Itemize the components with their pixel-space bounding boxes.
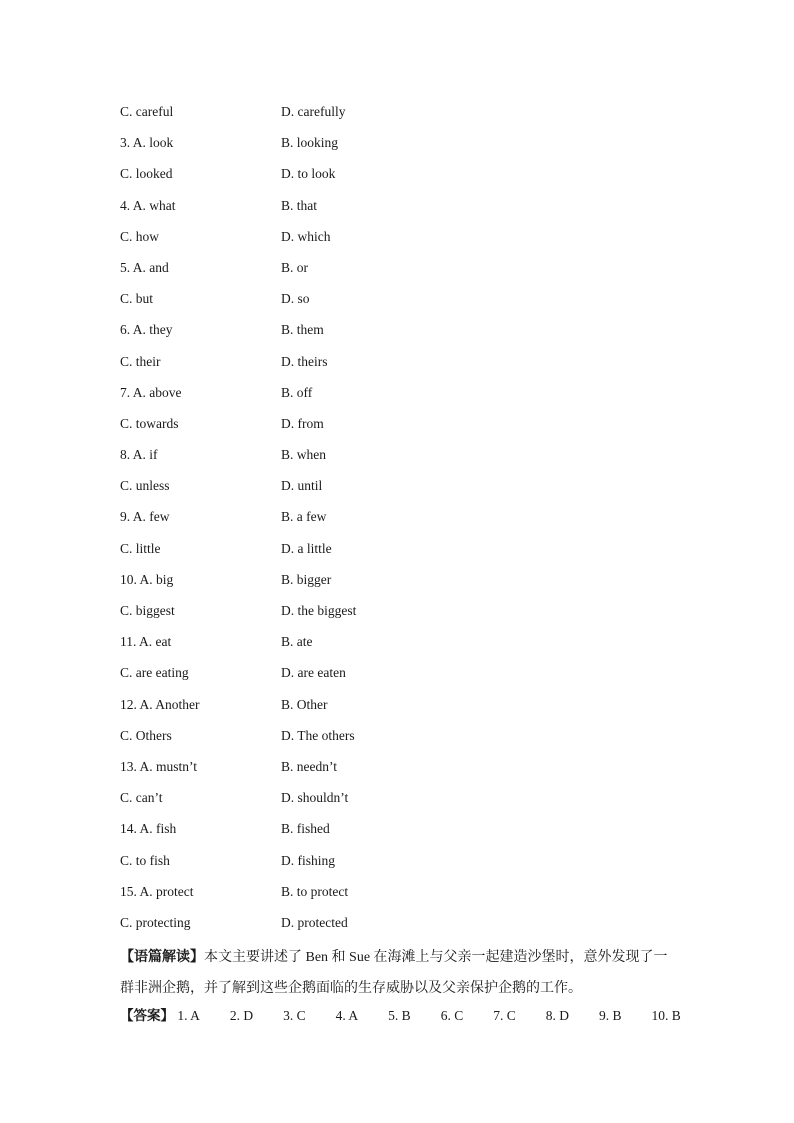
option-row [120,227,680,258]
option-right: D. so [281,291,310,307]
option-right: D. a little [281,540,332,556]
options-list [120,102,680,944]
option-row [120,445,680,476]
option-row [120,164,680,195]
answer-item: 5. B [388,1008,411,1023]
answer-item: 1. A [177,1008,200,1023]
option-right: B. that [281,197,317,213]
option-row [120,133,680,164]
option-left: 6. A. they [120,322,173,338]
option-right: D. protected [281,914,348,930]
option-left: C. careful [120,104,174,119]
option-left: C. biggest [120,603,175,618]
option-right: B. ate [281,634,313,650]
answer-key [120,1006,700,1026]
option-left: C. to fish [120,852,170,868]
answer-item: 4. A [335,1008,359,1023]
option-right: D. which [281,228,331,244]
option-right: B. to protect [281,883,349,899]
option-row [120,352,680,383]
option-left: C. towards [120,415,179,431]
option-left: 13. A. mustn’t [120,758,198,774]
option-row [120,913,680,944]
option-left: 11. A. eat [120,634,172,650]
option-row [120,663,680,694]
option-right: B. a few [281,509,327,525]
option-left: 14. A. fish [120,821,177,837]
option-right: D. to look [281,166,336,182]
answer-item: 10. B [651,1008,681,1023]
option-row [120,476,680,507]
option-row [120,507,680,538]
option-row [120,289,680,320]
option-right: B. when [281,447,326,463]
option-left: C. are eating [120,665,189,681]
option-right: D. are eaten [281,665,346,681]
option-right: B. needn’t [281,758,337,774]
option-right: B. off [281,384,313,400]
option-left: 4. A. what [120,197,176,213]
option-row [120,320,680,351]
option-right: B. bigger [281,571,332,587]
option-row [120,102,680,133]
option-right: D. carefully [281,104,346,119]
answer-item: 2. D [229,1008,254,1023]
option-row [120,757,680,788]
summary-text: 本文主要讲述了 Ben 和 Sue 在海滩上与父亲一起建造沙堡时，意外发现了一群非洲企鹅，并了解到这些企鹅面临的生存威胁以及父亲保护企鹅的工作。 [120,950,668,996]
answer-item: 7. C [493,1008,516,1023]
summary-label: 【语篇解读】 [120,950,204,965]
option-row [120,601,680,632]
option-right: D. theirs [281,353,328,369]
option-row [120,819,680,850]
option-left: 15. A. protect [120,883,194,899]
answer-item: 8. D [545,1008,569,1023]
answer-label: 【答案】 [120,1008,174,1023]
answer-item: 6. C [440,1008,464,1023]
option-left: 3. A. look [120,135,174,151]
option-right: B. looking [281,135,339,151]
option-row [120,539,680,570]
option-right: B. them [281,322,324,338]
option-right: B. Other [281,696,328,712]
option-left: 10. A. big [120,571,174,587]
option-left: C. little [120,540,161,556]
option-row [120,695,680,726]
option-left: C. Others [120,727,172,743]
option-row [120,726,680,757]
option-left: 9. A. few [120,509,170,525]
option-row [120,632,680,663]
option-left: 12. A. Another [120,696,200,712]
option-left: C. but [120,291,154,307]
option-row [120,258,680,289]
option-right: D. shouldn’t [281,790,349,806]
option-right: D. fishing [281,852,335,868]
answer-item: 3. C [283,1008,306,1023]
option-left: C. their [120,353,161,369]
option-row [120,851,680,882]
option-right: D. the biggest [281,603,357,618]
option-row [120,383,680,414]
option-row [120,414,680,445]
option-left: C. how [120,228,160,244]
option-right: D. until [281,478,323,494]
passage-summary [120,942,680,1004]
option-left: 8. A. if [120,447,158,463]
option-right: D. The others [281,727,355,743]
option-left: C. unless [120,478,170,494]
option-right: B. fished [281,821,330,837]
option-right: D. from [281,415,324,431]
option-right: B. or [281,259,308,275]
option-row [120,788,680,819]
option-row [120,196,680,227]
option-row [120,882,680,913]
option-left: C. can’t [120,790,163,806]
option-left: C. protecting [120,914,191,930]
option-left: 5. A. and [120,259,169,275]
option-row [120,570,680,601]
answer-item: 9. B [598,1008,622,1023]
option-left: 7. A. above [120,384,182,400]
option-left: C. looked [120,166,173,182]
